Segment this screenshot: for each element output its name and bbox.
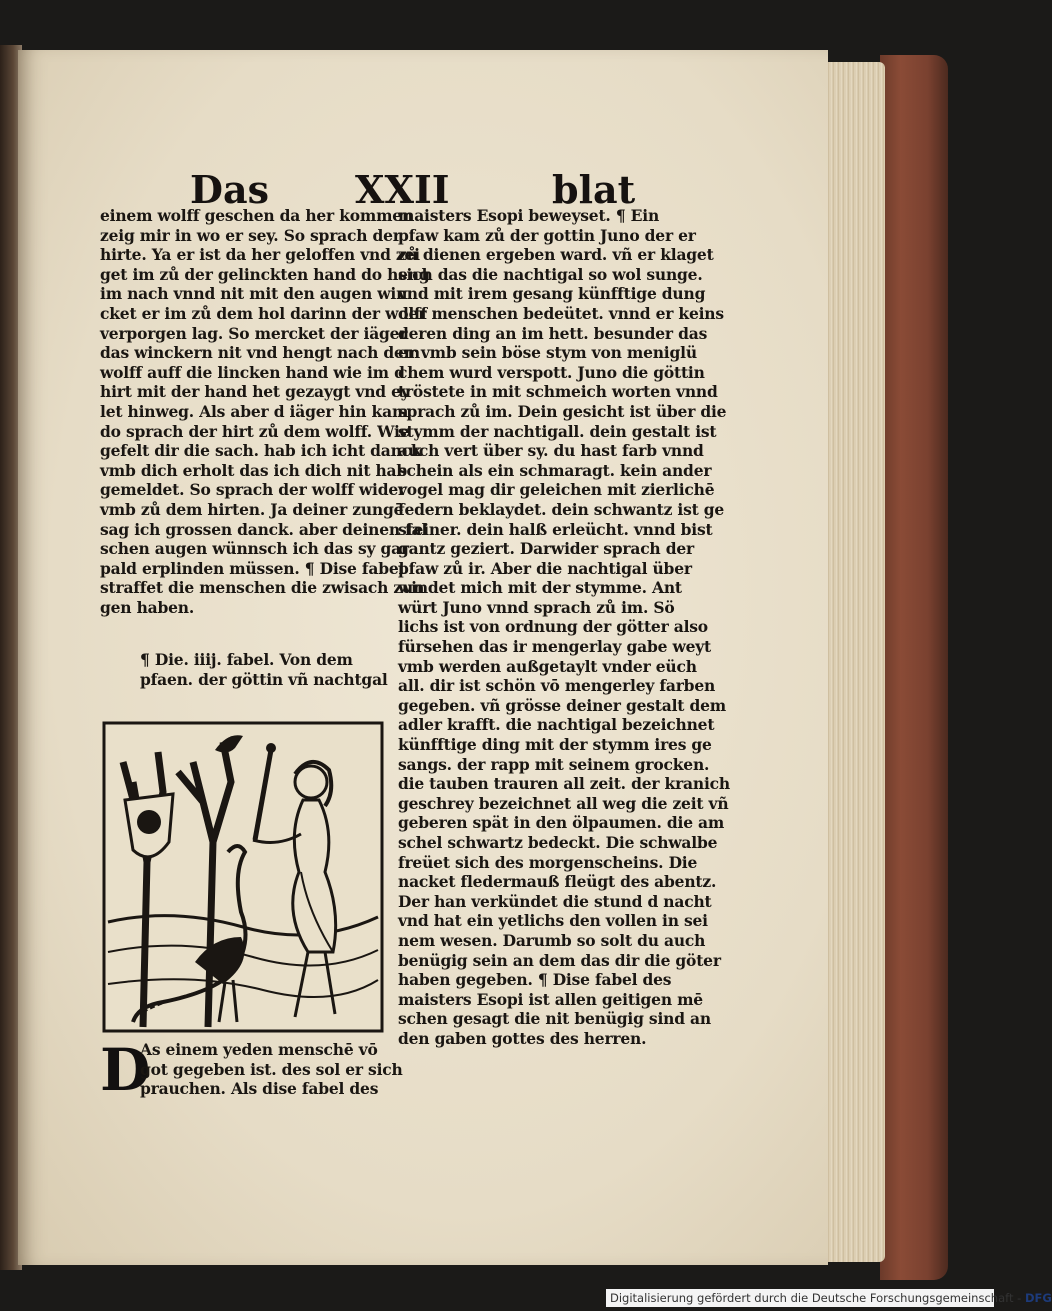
text-line: geberen spät in den ölpaumen. die am: [398, 813, 725, 833]
text-line: freüet sich des morgenscheins. Die: [398, 852, 698, 872]
text-line: der menschen bedeütet. vnnd er keins: [398, 303, 724, 323]
text-line: vogel mag dir geleichen mit zierlichē: [398, 480, 715, 500]
text-line: pald erplinden müssen. ¶ Dise fabel: [100, 558, 405, 578]
text-line: fürsehen das ir mengerlay gabe weyt: [398, 637, 712, 657]
text-line: gantz geziert. Darwider sprach der: [398, 539, 694, 559]
text-line: schein als ein schmaragt. kein ander: [398, 460, 712, 480]
text-line: get im zů der gelinckten hand do heng: [100, 264, 430, 284]
text-line: all. dir ist schön vō mengerley farben: [398, 676, 716, 696]
text-line: haben gegeben. ¶ Dise fabel des: [398, 970, 672, 990]
header-word-das: Das: [190, 167, 269, 212]
text-line: do sprach der hirt zů dem wolff. Wie: [100, 421, 410, 441]
text-line: das winckern nit vnd hengt nach dem: [100, 343, 420, 363]
text-line: zeig mir in wo er sey. So sprach der: [100, 225, 401, 245]
text-line: zů dienen ergeben ward. vñ er klaget: [398, 245, 714, 265]
text-line: vmb dich erholt das ich dich nit hab: [100, 460, 408, 480]
text-line: stymm der nachtigall. dein gestalt ist: [398, 421, 717, 441]
text-line: pfaw zů ir. Aber die nachtigal über: [398, 558, 692, 578]
text-line: sprach zů im. Dein gesicht ist über die: [398, 401, 727, 421]
text-line: federn beklaydet. dein schwantz ist ge: [398, 499, 725, 519]
text-line: tröstete in mit schmeich worten vnnd: [398, 382, 718, 402]
text-line: maisters Esopi beweyset. ¶ Ein: [398, 206, 660, 225]
text-line: einem wolff geschen da her kommen: [100, 206, 414, 225]
text-line: lichs ist von ordnung der götter also: [398, 617, 708, 637]
text-line: gen haben.: [100, 597, 195, 617]
text-line: wolff auff die lincken hand wie im d: [100, 362, 405, 382]
text-line: sag ich grossen danck. aber deinen fal: [100, 519, 428, 539]
text-line: vnd mit irem gesang künfftige dung: [398, 284, 706, 304]
footer-text: Digitalisierung gefördert durch die Deutsche Forschungsgemeinschaft -: [610, 1291, 1022, 1305]
text-line: Der han verkündet die stund d nacht: [398, 891, 712, 911]
text-line: straffet die menschen die zwisach zun: [100, 578, 425, 598]
dfg-logo: DFG: [1024, 1291, 1052, 1305]
text-line: cket er im zů dem hol darinn der wolff: [100, 303, 427, 323]
text-line: künfftige ding mit der stymm ires ge: [398, 735, 712, 755]
text-line: vnd hat ein yetlichs den vollen in sei: [398, 911, 708, 931]
text-line: got gegeben ist. des sol er sich: [140, 1059, 403, 1079]
text-line: windet mich mit der stymme. Ant: [398, 578, 682, 598]
header-word-blat: blat: [552, 167, 636, 212]
text-line: die tauben trauren all zeit. der kranich: [398, 774, 730, 794]
text-line: nacket fledermauß fleügt des abentz.: [398, 872, 717, 892]
text-line: er vmb sein böse stym von meniglü: [398, 343, 697, 363]
text-line: sangs. der rapp mit seinem grocken.: [398, 754, 710, 774]
text-line: im nach vnnd nit mit den augen win: [100, 284, 408, 304]
text-line: schen gesagt die nit benügig sind an: [398, 1009, 711, 1029]
text-line: schen augen wünnsch ich das sy gar: [100, 539, 409, 559]
text-line: prauchen. Als dise fabel des: [140, 1079, 379, 1099]
text-line: verporgen lag. So mercket der iäger: [100, 323, 408, 343]
text-line: hirte. Ya er ist da her geloffen vnd zei: [100, 245, 420, 265]
text-line: sich das die nachtigal so wol sunge.: [398, 264, 703, 284]
text-line: gemeldet. So sprach der wolff wider: [100, 480, 406, 500]
footer-credit: [606, 1289, 1052, 1307]
text-line: würt Juno vnnd sprach zů im. Sö: [398, 597, 675, 617]
text-line: den gaben gottes des herren.: [398, 1028, 647, 1048]
right-column-text: [398, 206, 730, 1049]
text-line: geschrey bezeichnet all weg die zeit vñ: [398, 793, 729, 813]
text-line: gefelt dir die sach. hab ich icht danck: [100, 441, 422, 461]
bottom-left-text: [100, 1036, 403, 1104]
text-line: deren ding an im hett. besunder das: [398, 323, 708, 343]
text-line: auch vert über sy. du hast farb vnnd: [398, 441, 704, 461]
subtitle-line: ¶ Die. iiij. fabel. Von dem: [140, 650, 353, 669]
text-line: hirt mit der hand het gezaygt vnd ey: [100, 382, 410, 402]
text-line: schel schwartz bedeckt. Die schwalbe: [398, 833, 718, 852]
text-line: let hinweg. Als aber d iäger hin kam: [100, 401, 409, 421]
subtitle-line: pfaen. der göttin vñ nachtgal: [140, 669, 388, 689]
text-line: adler krafft. die nachtigal bezeichnet: [398, 715, 715, 735]
text-line: gegeben. vñ grösse deiner gestalt dem: [398, 695, 726, 715]
text-line: steiner. dein halß erleücht. vnnd bist: [398, 519, 713, 539]
header-folio-numeral: XXII: [355, 167, 450, 212]
text-line: vmb werden außgetaylt vnder eüch: [398, 656, 697, 676]
text-line: pfaw kam zů der gottin Juno der er: [398, 225, 696, 245]
text-line: nem wesen. Darumb so solt du auch: [398, 930, 706, 950]
text-line: maisters Esopi ist allen geitigen mē: [398, 989, 703, 1009]
text-line: vmb zů dem hirten. Ja deiner zungē: [100, 499, 404, 519]
fable-subtitle: [140, 650, 400, 689]
decorated-initial: D: [100, 1036, 151, 1104]
book-cover-right: [880, 55, 948, 1280]
text-line: chem wurd verspott. Juno die göttin: [398, 362, 705, 382]
woodcut-illustration: [103, 722, 383, 1032]
left-column-text: [100, 206, 430, 617]
text-line: As einem yeden menschē vō: [140, 1040, 378, 1059]
text-line: benügig sein an dem das dir die göter: [398, 950, 721, 970]
